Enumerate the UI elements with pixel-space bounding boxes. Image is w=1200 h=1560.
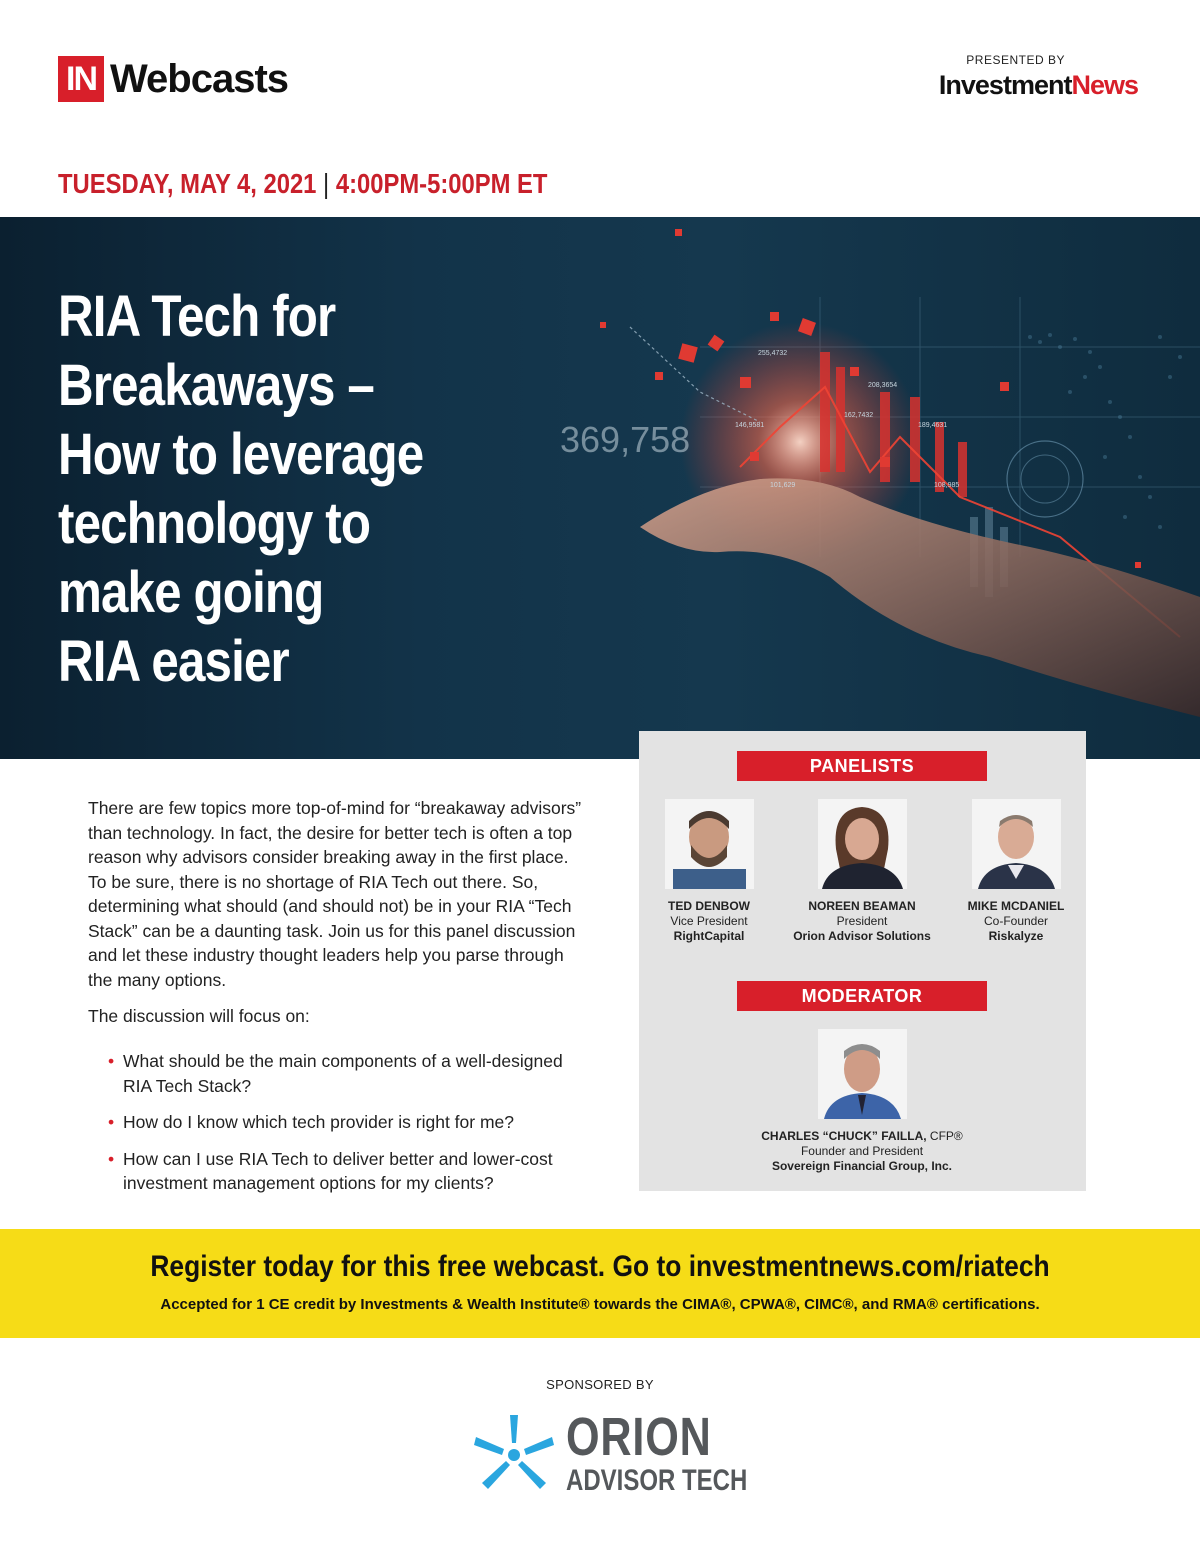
world-map-dots xyxy=(1028,333,1182,529)
description xyxy=(88,796,588,1041)
avatar xyxy=(818,799,907,889)
logo-wordmark: Webcasts xyxy=(110,56,289,101)
moderator-name: CHARLES “CHUCK” FAILLA, xyxy=(761,1129,927,1143)
hero-figure: 101,629 xyxy=(770,482,796,489)
list-item xyxy=(108,1147,578,1196)
title-line: How to leverage xyxy=(58,422,424,487)
bullet-icon: • xyxy=(108,1112,115,1132)
topic-text: How do I know which tech provider is right for me? xyxy=(123,1112,514,1132)
dateline-separator: | xyxy=(323,168,330,199)
panelist-company: RightCapital xyxy=(673,929,745,943)
panelist-card xyxy=(787,799,937,944)
panelist-company: Riskalyze xyxy=(988,929,1044,943)
description-intro: The discussion will focus on: xyxy=(88,1006,310,1026)
moderator-name-line xyxy=(737,1129,987,1144)
panelist-title: Co-Founder xyxy=(983,914,1049,928)
hero-figure: 189,4631 xyxy=(918,422,948,429)
bullet-icon: • xyxy=(108,1051,115,1071)
moderator-company: Sovereign Financial Group, Inc. xyxy=(771,1159,953,1173)
moderator-heading: MODERATOR xyxy=(737,981,987,1011)
hero-figure: 255,4732 xyxy=(758,350,788,357)
title-line: make going xyxy=(58,560,324,625)
ce-credit-note: Accepted for 1 CE credit by Investments & Wealth Institute® towards the CIMA®, CPWA®, CIMC®, and RMA® certifications. xyxy=(160,1296,1040,1313)
webcast-title xyxy=(58,282,500,696)
list-item xyxy=(108,1110,578,1135)
description-paragraph: There are few topics more top-of-mind for “breakaway advisors” than technology. In fact, the desire for better tech is often a top reason why advisors consider breaking away in the first place. To be sure, there is no shortage of RIA Tech out there. So, determining what should (and should not) be in your RIA “Tech Stack” can be a daunting task. Join us for this panel discussion and let these industry thought leaders help you parse through the many options. xyxy=(88,798,582,990)
hero-figure-large: 369,758 xyxy=(560,419,691,460)
sponsor-name-line1: ORION xyxy=(566,1407,712,1467)
in-logo-badge: IN xyxy=(58,56,104,102)
panelists-heading: PANELISTS xyxy=(737,751,987,781)
event-dateline xyxy=(58,168,547,200)
hero-figure: 162,7432 xyxy=(844,412,874,419)
event-time: 4:00PM-5:00PM ET xyxy=(335,168,548,199)
panelist-name: NOREEN BEAMAN xyxy=(808,899,916,913)
hero-figure: 146,9581 xyxy=(735,422,765,429)
orion-star-icon xyxy=(470,1409,558,1497)
title-line: RIA Tech for xyxy=(58,284,336,349)
sponsor-name-line2: ADVISOR TECH xyxy=(566,1464,748,1497)
event-date: TUESDAY, MAY 4, 2021 xyxy=(58,168,317,199)
topic-text: What should be the main components of a well-designed RIA Tech Stack? xyxy=(123,1051,563,1096)
bullet-icon: • xyxy=(108,1148,115,1169)
avatar xyxy=(665,799,754,889)
moderator-designation: CFP® xyxy=(929,1129,963,1143)
avatar xyxy=(972,799,1061,889)
hero-figure: 108,985 xyxy=(934,482,960,489)
title-line: Breakaways – xyxy=(58,353,374,418)
panelist-name: TED DENBOW xyxy=(668,899,750,913)
title-line: technology to xyxy=(58,491,371,556)
discussion-topics-list xyxy=(108,1049,578,1208)
panelist-name: MIKE MCDANIEL xyxy=(967,899,1065,913)
moderator-card xyxy=(737,1029,987,1174)
presented-by-label: PRESENTED BY xyxy=(966,53,1065,67)
panelist-card xyxy=(634,799,784,944)
hero-figure: 208,3654 xyxy=(868,382,898,389)
title-line: RIA easier xyxy=(58,629,289,694)
publisher-name-part2: News xyxy=(1071,70,1138,100)
avatar xyxy=(818,1029,907,1119)
panelist-card xyxy=(941,799,1091,944)
register-link-text[interactable]: Register today for this free webcast. Go to investmentnews.com/riatech xyxy=(150,1250,1050,1283)
panelist-company: Orion Advisor Solutions xyxy=(793,929,931,943)
speakers-box xyxy=(639,731,1086,1191)
webcasts-logo xyxy=(58,56,288,102)
moderator-title: Founder and President xyxy=(800,1144,924,1158)
panelist-title: President xyxy=(836,914,888,928)
list-item xyxy=(108,1049,578,1098)
investmentnews-logo xyxy=(939,70,1138,101)
sponsored-by-label: SPONSORED BY xyxy=(546,1377,654,1392)
panelist-title: Vice President xyxy=(670,914,748,928)
publisher-name-part1: Investment xyxy=(938,70,1072,100)
orion-logo xyxy=(470,1408,793,1498)
topic-text: How can I use RIA Tech to deliver better and lower-cost investment management options for my clients? xyxy=(123,1148,553,1193)
